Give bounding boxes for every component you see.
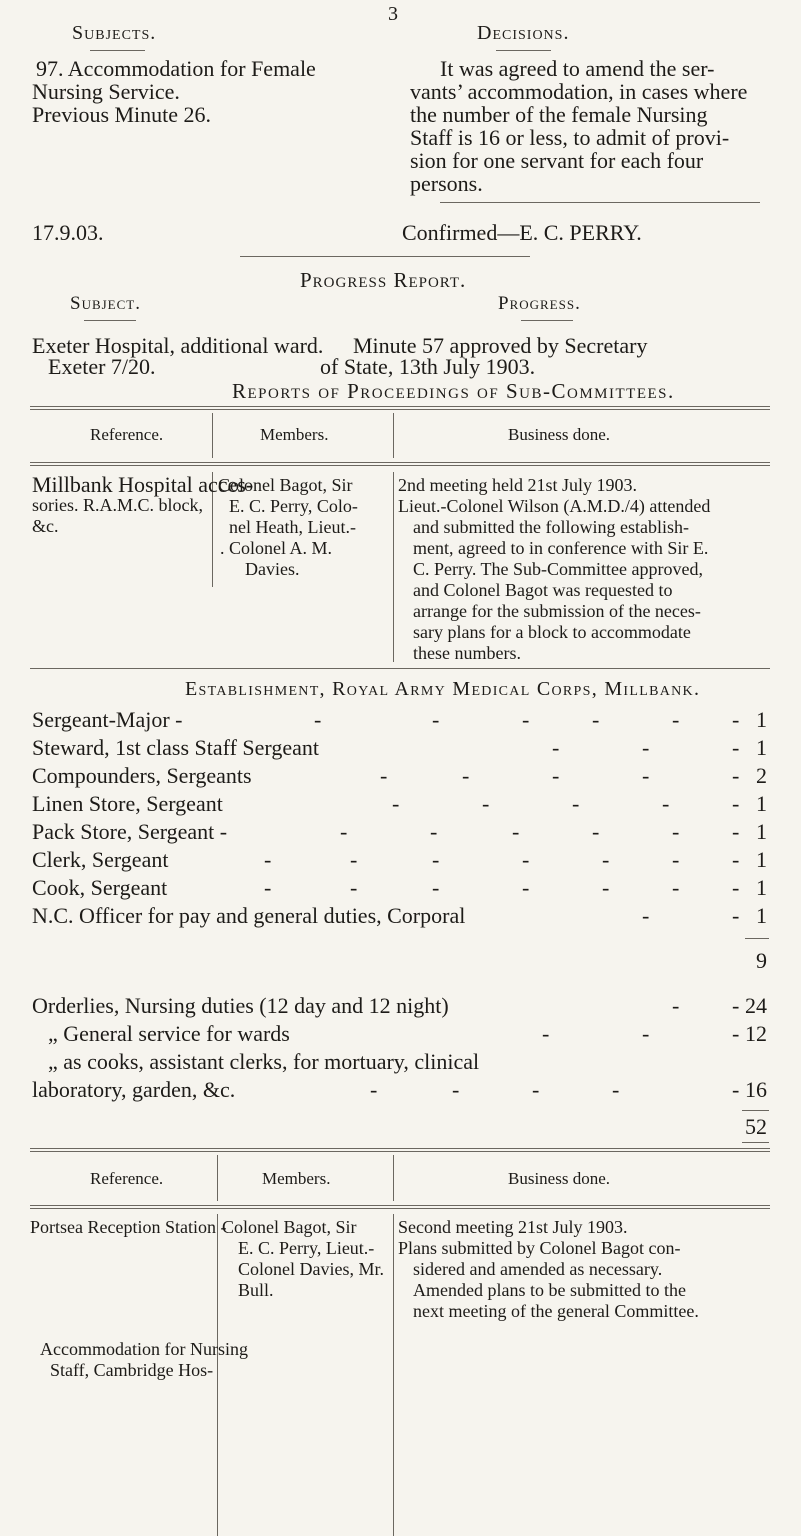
establishment-count: 1 <box>756 791 767 816</box>
business-line: these numbers. <box>413 643 521 663</box>
subject-line: 97. Accommodation for Female <box>36 56 316 81</box>
progress-header: Progress. <box>498 293 581 314</box>
progress-subject-line: Exeter Hospital, additional ward. <box>32 333 324 358</box>
business-header: Business done. <box>508 425 610 444</box>
member-line: nel Heath, Lieut.- <box>229 517 356 537</box>
establishment-label: Clerk, Sergeant <box>32 847 169 872</box>
establishment-label: N.C. Officer for pay and general duties, Corporal <box>32 903 466 928</box>
subject-line: Nursing Service. <box>32 79 180 104</box>
orderlies-row <box>32 1048 767 1076</box>
establishment-row: Pack Store, Sergeant - - - - - - - 1 <box>32 819 767 844</box>
establishment-count: 1 <box>756 707 767 732</box>
reference-line: Accommodation for Nursing <box>40 1339 248 1359</box>
business-line: next meeting of the general Committee. <box>413 1301 699 1321</box>
member-line: . Colonel A. M. <box>220 538 333 558</box>
progress-line: of State, 13th July 1903. <box>320 354 536 379</box>
subject-line: Previous Minute 26. <box>32 102 212 127</box>
orderlies-row: Orderlies, Nursing duties (12 day and 12 night) - - 24 <box>32 993 767 1018</box>
establishment-subtotal: 9 <box>756 948 767 973</box>
establishment-row: Cook, Sergeant - - - - - - - 1 <box>32 875 767 900</box>
decision-line: sion for one servant for each four <box>410 148 704 173</box>
establishment-title: Establishment, Royal Army Medical Corps, Millbank. <box>185 678 701 700</box>
progress-report-title: Progress Report. <box>300 268 467 292</box>
orderlies-label: laboratory, garden, &c. <box>32 1077 236 1102</box>
establishment-count: 1 <box>756 819 767 844</box>
decision-line: persons. <box>410 171 483 196</box>
page-number: 3 <box>388 3 398 25</box>
decisions-header: Decisions. <box>477 22 570 44</box>
business-line: and submitted the following establish- <box>413 517 689 537</box>
member-line: Bull. <box>238 1280 274 1300</box>
business-line: and Colonel Bagot was requested to <box>413 580 673 600</box>
establishment-count: 1 <box>756 875 767 900</box>
orderlies-count: 24 <box>745 993 767 1018</box>
confirmed-signature: Confirmed—E. C. PERRY. <box>402 220 642 245</box>
establishment-row: Steward, 1st class Staff Sergeant - - - 1 <box>32 735 767 760</box>
orderlies-count: 16 <box>745 1077 767 1102</box>
progress-subject-line: Exeter 7/20. <box>48 354 156 379</box>
business-line: sary plans for a block to accommodate <box>413 622 691 642</box>
establishment-count: 1 <box>756 735 767 760</box>
member-line: Colonel Davies, Mr. <box>238 1259 384 1279</box>
minute-date: 17.9.03. <box>32 220 104 245</box>
decision-line: It was agreed to amend the ser- <box>440 56 715 81</box>
progress-line: Minute 57 approved by Secretary <box>353 333 648 358</box>
establishment-label: Steward, 1st class Staff Sergeant <box>32 735 319 760</box>
business-line: Second meeting 21st July 1903. <box>398 1217 628 1237</box>
establishment-label: Compounders, Sergeants <box>32 763 252 788</box>
business-line: C. Perry. The Sub-Committee approved, <box>413 559 703 579</box>
member-line: Colonel Bagot, Sir <box>222 1217 357 1237</box>
establishment-row: Compounders, Sergeants - - - - - 2 <box>32 763 767 788</box>
decision-line: Staff is 16 or less, to admit of provi- <box>410 125 730 150</box>
establishment-count: 2 <box>756 763 767 788</box>
reference-line: sories. R.A.M.C. block, <box>32 495 203 515</box>
business-line: Amended plans to be submitted to the <box>413 1280 686 1300</box>
business-line: 2nd meeting held 21st July 1903. <box>398 475 637 495</box>
members-header: Members. <box>262 1169 331 1188</box>
member-line: Colonel Bagot, Sir <box>218 475 353 495</box>
progress-subject-header: Subject. <box>70 293 141 314</box>
reference-line: Staff, Cambridge Hos- <box>50 1360 214 1380</box>
subjects-header: Subjects. <box>72 22 157 44</box>
business-line: sidered and amended as necessary. <box>413 1259 663 1279</box>
business-header: Business done. <box>508 1169 610 1188</box>
establishment-total: 52 <box>745 1114 767 1139</box>
reference-line: &c. <box>32 516 59 536</box>
establishment-label: Sergeant-Major - <box>32 707 183 732</box>
establishment-label: Linen Store, Sergeant <box>32 791 223 816</box>
establishment-count: 1 <box>756 903 767 928</box>
orderlies-label: „ as cooks, assistant clerks, for mortuary, clinical <box>48 1049 480 1074</box>
business-line: ment, agreed to in conference with Sir E. <box>413 538 709 558</box>
establishment-count: 1 <box>756 847 767 872</box>
orderlies-count: 12 <box>745 1021 767 1046</box>
establishment-row: Clerk, Sergeant - - - - - - - 1 <box>32 847 767 872</box>
business-line: Plans submitted by Colonel Bagot con- <box>398 1238 681 1258</box>
establishment-row: Linen Store, Sergeant - - - - - 1 <box>32 791 767 816</box>
reference-line: Portsea Reception Station - <box>30 1217 227 1237</box>
reference-header: Reference. <box>90 425 164 444</box>
decision-line: the number of the female Nursing <box>410 102 708 127</box>
orderlies-label: „ General service for wards <box>48 1021 290 1046</box>
reference-line: Millbank Hospital acces- <box>32 472 254 497</box>
subcommittee-title: Reports of Proceedings of Sub-Committees. <box>232 379 675 403</box>
establishment-row: N.C. Officer for pay and general duties, Corporal - - 1 <box>32 903 767 928</box>
member-line: Davies. <box>245 559 300 579</box>
orderlies-label: Orderlies, Nursing duties (12 day and 12 night) <box>32 993 449 1018</box>
orderlies-row: „ General service for wards - - - 12 <box>48 1021 767 1046</box>
establishment-label: Pack Store, Sergeant - <box>32 819 228 844</box>
establishment-label: Cook, Sergeant <box>32 875 168 900</box>
member-line: E. C. Perry, Colo- <box>229 496 358 516</box>
member-line: E. C. Perry, Lieut.- <box>238 1238 375 1258</box>
reference-header: Reference. <box>90 1169 164 1188</box>
establishment-row: Sergeant-Major - - - - - - - 1 <box>32 707 767 732</box>
business-line: Lieut.-Colonel Wilson (A.M.D./4) attended <box>398 496 711 516</box>
business-line: arrange for the submission of the neces- <box>413 601 701 621</box>
orderlies-row: laboratory, garden, &c. - - - - - 16 <box>32 1077 767 1102</box>
members-header: Members. <box>260 425 329 444</box>
decision-line: vants’ accommodation, in cases where <box>410 79 748 104</box>
